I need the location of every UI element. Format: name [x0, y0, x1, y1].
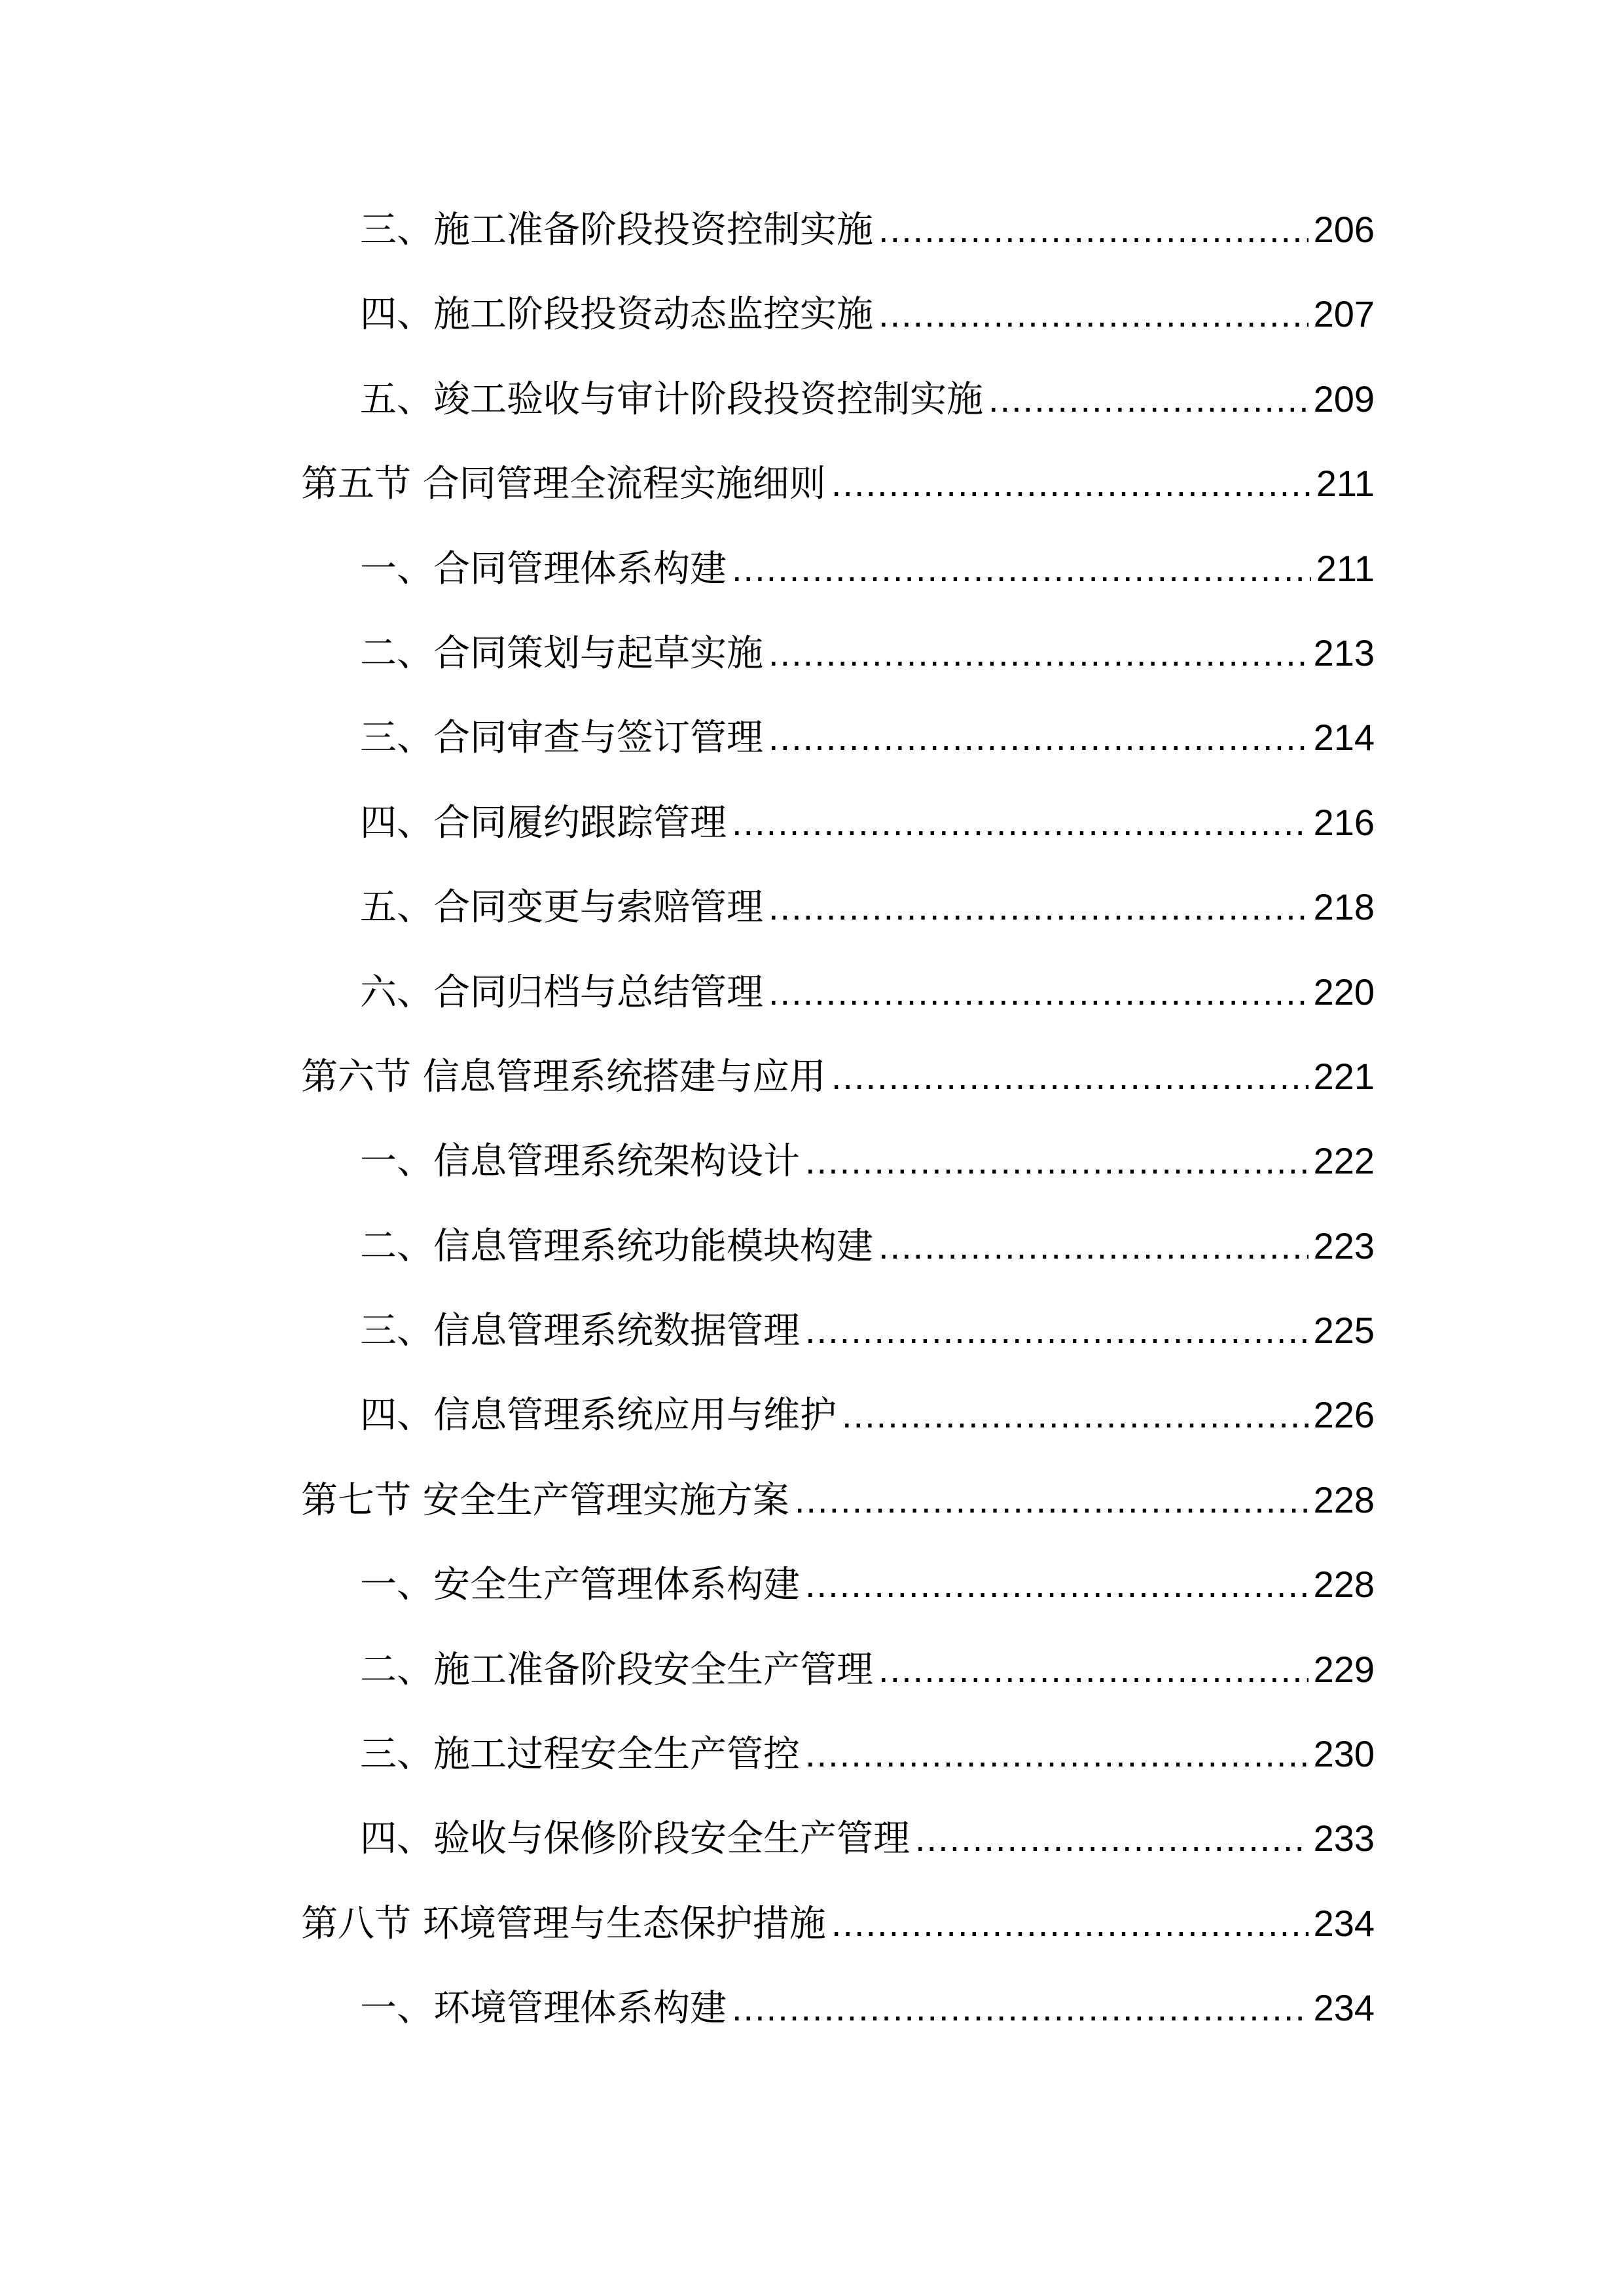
toc-entry-title: 一、安全生产管理体系构建 — [360, 1564, 800, 1607]
toc-subsection-entry[interactable] — [301, 1566, 1375, 1651]
toc-subsection-entry[interactable] — [301, 211, 1375, 296]
dot-leader — [805, 1736, 1308, 1772]
dot-leader — [768, 889, 1308, 925]
toc-page-number: 233 — [1313, 1818, 1375, 1859]
toc-subsection-entry[interactable] — [301, 1820, 1375, 1905]
toc-page-number: 234 — [1313, 1902, 1375, 1944]
toc-subsection-entry[interactable] — [301, 1225, 1375, 1312]
toc-page-number: 234 — [1313, 1987, 1375, 2029]
toc-section-entry[interactable] — [301, 1902, 1375, 1990]
dot-leader — [878, 296, 1308, 332]
dot-leader — [768, 635, 1308, 672]
dot-leader — [831, 465, 1311, 502]
toc-entry-title: 第七节 安全生产管理实施方案 — [301, 1479, 789, 1522]
dot-leader — [915, 1820, 1308, 1857]
toc-subsection-entry[interactable] — [301, 971, 1375, 1058]
toc-page-number: 228 — [1313, 1564, 1375, 1605]
toc-page-number: 206 — [1313, 209, 1375, 250]
toc-page-number: 230 — [1313, 1733, 1375, 1775]
toc-entry-title: 一、合同管理体系构建 — [360, 547, 727, 590]
toc-subsection-entry[interactable] — [301, 293, 1375, 380]
toc-entry-title: 一、信息管理系统架构设计 — [360, 1140, 800, 1183]
toc-section-entry[interactable] — [301, 1055, 1375, 1143]
toc-page-number: 218 — [1313, 886, 1375, 928]
toc-entry-title: 二、信息管理系统功能模块构建 — [360, 1225, 873, 1268]
toc-entry-title: 五、合同变更与索赔管理 — [360, 886, 763, 929]
dot-leader — [878, 211, 1308, 248]
table-of-contents — [301, 211, 1375, 2075]
toc-page-number: 221 — [1313, 1055, 1375, 1097]
toc-page-number: 222 — [1313, 1140, 1375, 1182]
toc-subsection-entry[interactable] — [301, 1394, 1375, 1481]
toc-entry-title: 第六节 信息管理系统搭建与应用 — [301, 1055, 826, 1098]
toc-page-number: 226 — [1313, 1394, 1375, 1436]
toc-subsection-entry[interactable] — [301, 1987, 1375, 2074]
toc-entry-title: 四、验收与保修阶段安全生产管理 — [360, 1818, 910, 1861]
toc-page-number: 213 — [1313, 632, 1375, 673]
dot-leader — [732, 1990, 1308, 2026]
toc-entry-title: 三、信息管理系统数据管理 — [360, 1310, 800, 1353]
toc-subsection-entry[interactable] — [301, 801, 1375, 889]
toc-page-number: 216 — [1313, 801, 1375, 843]
dot-leader — [768, 719, 1308, 756]
toc-page-number: 229 — [1313, 1648, 1375, 1690]
toc-page-number: 225 — [1313, 1310, 1375, 1352]
toc-entry-title: 二、合同策划与起草实施 — [360, 632, 763, 675]
toc-page-number: 223 — [1313, 1225, 1375, 1266]
toc-entry-title: 第八节 环境管理与生态保护措施 — [301, 1902, 826, 1945]
toc-page-number: 209 — [1313, 378, 1375, 420]
toc-page-number: 211 — [1316, 463, 1375, 505]
toc-page-number: 220 — [1313, 971, 1375, 1013]
dot-leader — [831, 1058, 1308, 1095]
dot-leader — [831, 1905, 1308, 1942]
dot-leader — [795, 1482, 1308, 1518]
toc-entry-title: 六、合同归档与总结管理 — [360, 971, 763, 1014]
toc-subsection-entry[interactable] — [301, 719, 1375, 804]
toc-entry-title: 三、施工过程安全生产管控 — [360, 1733, 800, 1776]
toc-entry-title: 一、环境管理体系构建 — [360, 1987, 727, 2030]
dot-leader — [878, 1228, 1308, 1265]
toc-page-number: 214 — [1313, 717, 1375, 759]
toc-entry-title: 三、合同审查与签订管理 — [360, 717, 763, 760]
dot-leader — [878, 1651, 1308, 1688]
toc-subsection-entry[interactable] — [301, 378, 1375, 465]
toc-subsection-entry[interactable] — [301, 1140, 1375, 1227]
toc-page-number: 211 — [1316, 547, 1375, 589]
toc-subsection-entry[interactable] — [301, 547, 1375, 635]
toc-entry-title: 五、竣工验收与审计阶段投资控制实施 — [360, 378, 983, 421]
toc-subsection-entry[interactable] — [301, 886, 1375, 973]
dot-leader — [805, 1143, 1308, 1179]
toc-section-entry[interactable] — [301, 465, 1375, 550]
toc-entry-title: 三、施工准备阶段投资控制实施 — [360, 209, 873, 251]
toc-subsection-entry[interactable] — [301, 1648, 1375, 1736]
toc-entry-title: 四、合同履约跟踪管理 — [360, 801, 727, 844]
toc-page-number: 228 — [1313, 1479, 1375, 1520]
dot-leader — [768, 974, 1308, 1011]
toc-entry-title: 四、施工阶段投资动态监控实施 — [360, 293, 873, 336]
dot-leader — [805, 1312, 1308, 1349]
toc-entry-title: 二、施工准备阶段安全生产管理 — [360, 1648, 873, 1691]
dot-leader — [732, 550, 1311, 587]
toc-page-number: 207 — [1313, 293, 1375, 335]
toc-subsection-entry[interactable] — [301, 632, 1375, 719]
dot-leader — [805, 1566, 1308, 1603]
toc-subsection-entry[interactable] — [301, 1312, 1375, 1397]
toc-subsection-entry[interactable] — [301, 1733, 1375, 1820]
toc-entry-title: 第五节 合同管理全流程实施细则 — [301, 463, 826, 506]
dot-leader — [988, 381, 1308, 418]
dot-leader — [842, 1397, 1308, 1433]
dot-leader — [732, 804, 1308, 841]
toc-section-entry[interactable] — [301, 1479, 1375, 1566]
toc-entry-title: 四、信息管理系统应用与维护 — [360, 1394, 837, 1437]
